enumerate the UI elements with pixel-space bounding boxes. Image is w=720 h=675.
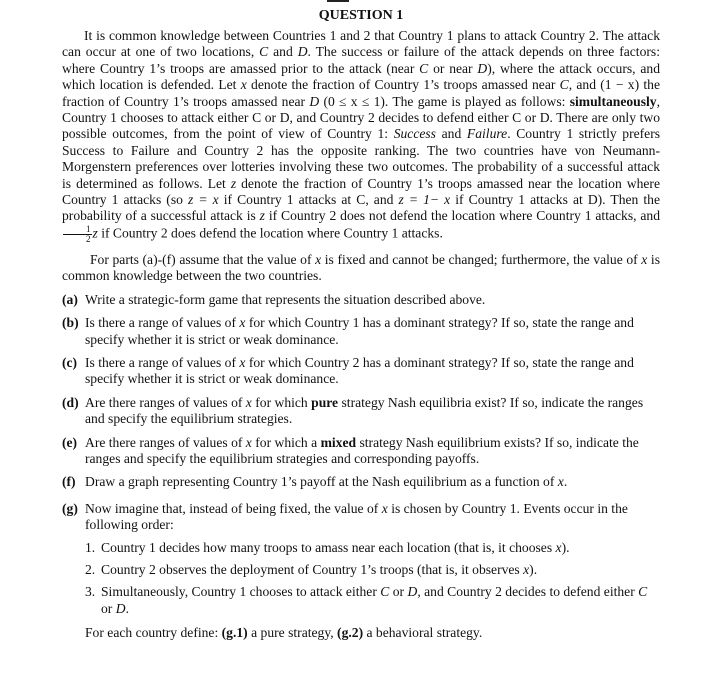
- definition-prompt: For each country define: (g.1) a pure strategy, (g.2) a behavioral strategy.: [85, 625, 483, 641]
- list-item: 1. Country 1 decides how many troops to amass near each location (that is, it chooses x).: [85, 539, 570, 555]
- event-order-list: [85, 540, 660, 618]
- list-item: 3. Simultaneously, Country 1 chooses to attack either C or D, and Country 2 decides to defend either C or D.: [85, 584, 648, 616]
- assumption-paragraph: For parts (a)-(f) assume that the value of x is fixed and cannot be changed; furthermore, the value of x is common knowledge between the two countries.: [62, 251, 660, 284]
- intro-paragraph: It is common knowledge between Countries 1 and 2 that Country 1 plans to attack Country 2. The attack can occur at one of two locations, C and D. The success or failure of the attack depends on three factors: where Country 1’s troops are amassed prior to the attack (near C or near D), where the attack occurs, and which location is defended. Let x denote the fraction of Country 1’s troops amassed near C, and (1 − x) the fraction of Country 1’s troops amassed near D (0 ≤ x ≤ 1). The game is played as follows: simultaneously, Country 1 chooses to attack either C or D, and Country 2 decides to defend either C or D. There are only two possible outcomes, from the point of view of Country 1: Success and Failure. Country 1 strictly prefers Success to Failure and Country 2 has the opposite ranking. The two countries have von Neumann-Morgenstern preferences over lotteries involving these two outcomes. The probability of a successful attack is determined as follows. Let z denote the fraction of Country 1’s troops amassed near the location where Country 1 attacks (so z = x if Country 1 attacks at C, and z = 1− x if Country 1 attacks at D). Then the probability of a successful attack is z if Country 2 does not defend the location where Country 1 attacks, and $\frac{1}{2}$ z if Country 2 does defend the location where Country 1 attacks.: [62, 28, 661, 244]
- list-item: 2. Country 2 observes the deployment of Country 1’s troops (that is, it observes x).: [85, 561, 538, 577]
- question-a: (a) Write a strategic-form game that represents the situation described above.: [62, 291, 486, 307]
- question-c: (c) Is there a range of values of x for which Country 2 has a dominant strategy? If so, state the range and specify whether it is strict or weak dominance.: [62, 354, 634, 387]
- document-page: [62, 0, 660, 642]
- one-half-fraction: $\frac{1}{2}$: [63, 225, 92, 244]
- question-list: [62, 292, 660, 642]
- question-e: (e) Are there ranges of values of x for which a mixed strategy Nash equilibrium exists? If so, indicate the ranges and specify the equilibrium strategies and corresponding payoffs.: [62, 434, 639, 466]
- question-g: (g) Now imagine that, instead of being fixed, the value of x is chosen by Country 1. Events occur in the following order:: [62, 500, 628, 533]
- question-f: (f) Draw a graph representing Country 1’s payoff at the Nash equilibrium as a function of x.: [62, 474, 568, 490]
- question-b: (b) Is there a range of values of x for which Country 1 has a dominant strategy? If so, state the range and specify whether it is strict or weak dominance.: [62, 315, 634, 347]
- question-d: (d) Are there ranges of values of x for which pure strategy Nash equilibria exist? If so, indicate the ranges and specify the equilibrium strategies.: [62, 394, 644, 427]
- question-title: QUESTION 1: [318, 8, 404, 23]
